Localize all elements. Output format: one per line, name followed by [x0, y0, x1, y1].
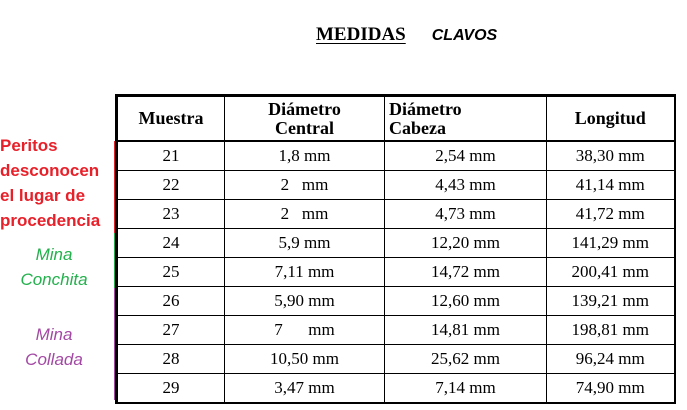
table-row [117, 171, 675, 200]
cell-muestra: 26 [117, 287, 225, 316]
cell-diametro-cabeza: 4,73 mm [385, 200, 547, 229]
cell-muestra: 21 [117, 141, 225, 171]
group-label-mina-conchita [6, 242, 102, 292]
table-row [117, 287, 675, 316]
group-label-peritos [0, 133, 108, 233]
cell-longitud: 139,21 mm [547, 287, 675, 316]
cell-longitud: 41,72 mm [547, 200, 675, 229]
table-row [117, 200, 675, 229]
cell-muestra: 28 [117, 345, 225, 374]
cell-diametro-central: 5,9 mm [225, 229, 385, 258]
cell-diametro-cabeza: 7,14 mm [385, 374, 547, 404]
cell-diametro-cabeza: 14,72 mm [385, 258, 547, 287]
cell-diametro-central: 7,11 mm [225, 258, 385, 287]
group-label-line: Mina [35, 245, 73, 264]
cell-diametro-central: 1,8 mm [225, 141, 385, 171]
group-label-line: Collada [25, 350, 83, 369]
table-row [117, 316, 675, 345]
group-label-line: Conchita [20, 270, 88, 289]
measurements-table [115, 94, 676, 404]
header-diametro-cabeza: Diámetro Cabeza [385, 96, 547, 142]
header-diametro-central: Diámetro Central [225, 96, 385, 142]
header-longitud: Longitud [547, 96, 675, 142]
cell-diametro-central: 2 mm [225, 200, 385, 229]
cell-diametro-central: 2 mm [225, 171, 385, 200]
cell-diametro-cabeza: 4,43 mm [385, 171, 547, 200]
cell-diametro-cabeza: 12,20 mm [385, 229, 547, 258]
document-title [316, 24, 497, 46]
group-label-line: desconocen [0, 161, 100, 180]
table-row [117, 229, 675, 258]
title-clavos: CLAVOS [431, 27, 498, 44]
group-label-line: Peritos [0, 136, 58, 155]
table-row [117, 345, 675, 374]
cell-diametro-cabeza: 14,81 mm [385, 316, 547, 345]
title-medidas: MEDIDAS [316, 24, 406, 45]
cell-diametro-cabeza: 25,62 mm [385, 345, 547, 374]
cell-muestra: 22 [117, 171, 225, 200]
cell-diametro-central: 5,90 mm [225, 287, 385, 316]
cell-diametro-central: 10,50 mm [225, 345, 385, 374]
cell-diametro-central: 3,47 mm [225, 374, 385, 404]
cell-longitud: 141,29 mm [547, 229, 675, 258]
cell-muestra: 23 [117, 200, 225, 229]
cell-longitud: 198,81 mm [547, 316, 675, 345]
group-label-line: Mina [35, 325, 73, 344]
cell-diametro-central: 7 mm [225, 316, 385, 345]
cell-diametro-cabeza: 2,54 mm [385, 141, 547, 171]
cell-longitud: 96,24 mm [547, 345, 675, 374]
group-label-line: procedencia [0, 211, 101, 230]
cell-muestra: 25 [117, 258, 225, 287]
table-row [117, 141, 675, 171]
table-row [117, 258, 675, 287]
cell-longitud: 41,14 mm [547, 171, 675, 200]
cell-muestra: 24 [117, 229, 225, 258]
header-row [117, 96, 675, 142]
group-label-line: el lugar de [0, 186, 86, 205]
cell-diametro-cabeza: 12,60 mm [385, 287, 547, 316]
header-muestra: Muestra [117, 96, 225, 142]
group-label-mina-collada [6, 322, 102, 372]
cell-longitud: 74,90 mm [547, 374, 675, 404]
cell-muestra: 27 [117, 316, 225, 345]
cell-longitud: 200,41 mm [547, 258, 675, 287]
cell-longitud: 38,30 mm [547, 141, 675, 171]
table-row [117, 374, 675, 404]
cell-muestra: 29 [117, 374, 225, 404]
